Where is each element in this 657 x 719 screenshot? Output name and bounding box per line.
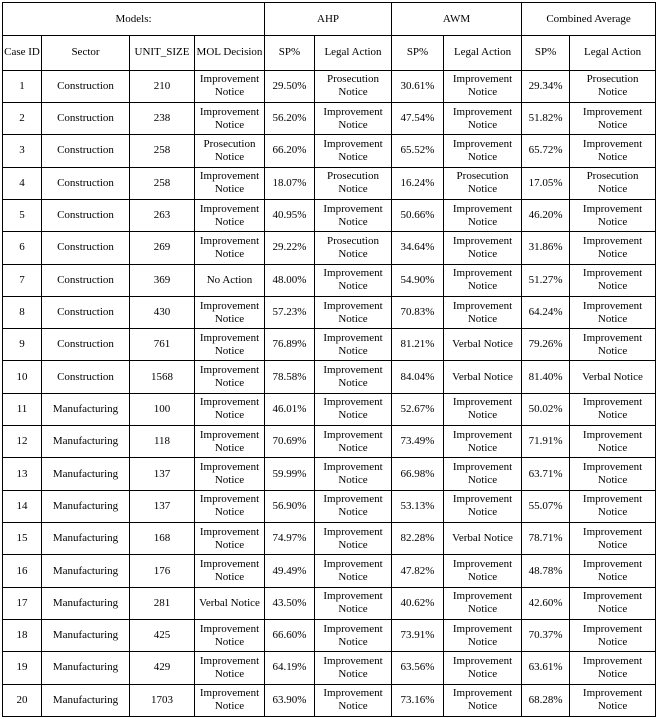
mol-decision-cell: Improvement Notice: [195, 426, 265, 458]
table-row: [3, 264, 656, 296]
awm-legal-action-cell: Improvement Notice: [444, 619, 522, 651]
sector-cell: Manufacturing: [42, 426, 130, 458]
ahp-legal-action-cell: Improvement Notice: [315, 296, 392, 328]
unit-size-cell: 100: [130, 393, 195, 425]
ahp-group-header: AHP: [265, 3, 392, 36]
case-id-cell: 9: [3, 329, 42, 361]
combined-sp-cell: 29.34%: [522, 70, 570, 102]
col-header-ahp-sp: SP%: [265, 36, 315, 70]
awm-legal-action-cell: Improvement Notice: [444, 458, 522, 490]
combined-legal-action-cell: Improvement Notice: [570, 684, 656, 716]
awm-sp-cell: 73.16%: [392, 684, 444, 716]
col-header-sector: Sector: [42, 36, 130, 70]
unit-size-cell: 281: [130, 587, 195, 619]
mol-decision-cell: Improvement Notice: [195, 458, 265, 490]
mol-decision-cell: Improvement Notice: [195, 619, 265, 651]
table-row: [3, 361, 656, 393]
unit-size-cell: 1703: [130, 684, 195, 716]
col-header-mol-decision: MOL Decision: [195, 36, 265, 70]
ahp-legal-action-cell: Prosecution Notice: [315, 232, 392, 264]
awm-sp-cell: 82.28%: [392, 523, 444, 555]
ahp-sp-cell: 57.23%: [265, 296, 315, 328]
case-id-cell: 1: [3, 70, 42, 102]
awm-legal-action-cell: Improvement Notice: [444, 426, 522, 458]
models-label: Models:: [3, 3, 265, 36]
ahp-sp-cell: 29.22%: [265, 232, 315, 264]
ahp-legal-action-cell: Improvement Notice: [315, 652, 392, 684]
sector-cell: Construction: [42, 264, 130, 296]
combined-sp-cell: 70.37%: [522, 619, 570, 651]
case-id-cell: 13: [3, 458, 42, 490]
combined-sp-cell: 51.27%: [522, 264, 570, 296]
ahp-legal-action-cell: Improvement Notice: [315, 329, 392, 361]
combined-sp-cell: 65.72%: [522, 135, 570, 167]
ahp-sp-cell: 78.58%: [265, 361, 315, 393]
ahp-sp-cell: 59.99%: [265, 458, 315, 490]
case-id-cell: 10: [3, 361, 42, 393]
awm-legal-action-cell: Prosecution Notice: [444, 167, 522, 199]
combined-legal-action-cell: Improvement Notice: [570, 102, 656, 134]
mol-decision-cell: Improvement Notice: [195, 296, 265, 328]
col-header-combined-sp: SP%: [522, 36, 570, 70]
combined-average-group-header: Combined Average: [522, 3, 656, 36]
table-row: [3, 296, 656, 328]
awm-legal-action-cell: Improvement Notice: [444, 587, 522, 619]
combined-sp-cell: 31.86%: [522, 232, 570, 264]
table-row: [3, 199, 656, 231]
header-group-row: [3, 3, 656, 36]
ahp-sp-cell: 40.95%: [265, 199, 315, 231]
ahp-legal-action-cell: Improvement Notice: [315, 393, 392, 425]
awm-sp-cell: 65.52%: [392, 135, 444, 167]
mol-decision-cell: Improvement Notice: [195, 555, 265, 587]
awm-sp-cell: 63.56%: [392, 652, 444, 684]
case-id-cell: 16: [3, 555, 42, 587]
ahp-sp-cell: 56.20%: [265, 102, 315, 134]
combined-legal-action-cell: Improvement Notice: [570, 619, 656, 651]
sector-cell: Construction: [42, 70, 130, 102]
ahp-sp-cell: 66.60%: [265, 619, 315, 651]
combined-legal-action-cell: Improvement Notice: [570, 523, 656, 555]
combined-legal-action-cell: Improvement Notice: [570, 296, 656, 328]
combined-sp-cell: 63.61%: [522, 652, 570, 684]
awm-sp-cell: 54.90%: [392, 264, 444, 296]
combined-sp-cell: 17.05%: [522, 167, 570, 199]
ahp-sp-cell: 76.89%: [265, 329, 315, 361]
table-row: [3, 587, 656, 619]
combined-legal-action-cell: Improvement Notice: [570, 458, 656, 490]
combined-sp-cell: 51.82%: [522, 102, 570, 134]
table-row: [3, 70, 656, 102]
case-id-cell: 14: [3, 490, 42, 522]
ahp-sp-cell: 74.97%: [265, 523, 315, 555]
col-header-awm-legal-action: Legal Action: [444, 36, 522, 70]
unit-size-cell: 263: [130, 199, 195, 231]
combined-legal-action-cell: Improvement Notice: [570, 490, 656, 522]
sector-cell: Manufacturing: [42, 555, 130, 587]
unit-size-cell: 1568: [130, 361, 195, 393]
table-row: [3, 684, 656, 716]
sector-cell: Construction: [42, 296, 130, 328]
table-row: [3, 167, 656, 199]
awm-sp-cell: 81.21%: [392, 329, 444, 361]
sector-cell: Construction: [42, 329, 130, 361]
awm-legal-action-cell: Improvement Notice: [444, 296, 522, 328]
awm-sp-cell: 73.49%: [392, 426, 444, 458]
unit-size-cell: 137: [130, 490, 195, 522]
ahp-sp-cell: 18.07%: [265, 167, 315, 199]
ahp-legal-action-cell: Improvement Notice: [315, 426, 392, 458]
ahp-sp-cell: 48.00%: [265, 264, 315, 296]
combined-legal-action-cell: Improvement Notice: [570, 264, 656, 296]
ahp-sp-cell: 56.90%: [265, 490, 315, 522]
case-id-cell: 17: [3, 587, 42, 619]
sector-cell: Construction: [42, 361, 130, 393]
combined-legal-action-cell: Improvement Notice: [570, 393, 656, 425]
combined-sp-cell: 78.71%: [522, 523, 570, 555]
sector-cell: Construction: [42, 167, 130, 199]
combined-legal-action-cell: Improvement Notice: [570, 135, 656, 167]
mol-decision-cell: Improvement Notice: [195, 684, 265, 716]
awm-sp-cell: 34.64%: [392, 232, 444, 264]
case-id-cell: 18: [3, 619, 42, 651]
ahp-sp-cell: 63.90%: [265, 684, 315, 716]
combined-sp-cell: 50.02%: [522, 393, 570, 425]
awm-legal-action-cell: Improvement Notice: [444, 684, 522, 716]
col-header-unit-size: UNIT_SIZE: [130, 36, 195, 70]
table-row: [3, 523, 656, 555]
case-id-cell: 8: [3, 296, 42, 328]
case-id-cell: 19: [3, 652, 42, 684]
case-id-cell: 12: [3, 426, 42, 458]
mol-decision-cell: Improvement Notice: [195, 102, 265, 134]
ahp-legal-action-cell: Improvement Notice: [315, 199, 392, 231]
awm-group-header: AWM: [392, 3, 522, 36]
col-header-combined-legal-action: Legal Action: [570, 36, 656, 70]
awm-sp-cell: 84.04%: [392, 361, 444, 393]
case-id-cell: 20: [3, 684, 42, 716]
sector-cell: Manufacturing: [42, 587, 130, 619]
models-comparison-table: [2, 2, 656, 717]
sector-cell: Construction: [42, 232, 130, 264]
combined-legal-action-cell: Prosecution Notice: [570, 70, 656, 102]
combined-sp-cell: 79.26%: [522, 329, 570, 361]
awm-legal-action-cell: Improvement Notice: [444, 555, 522, 587]
ahp-legal-action-cell: Improvement Notice: [315, 490, 392, 522]
combined-legal-action-cell: Improvement Notice: [570, 587, 656, 619]
table-row: [3, 619, 656, 651]
table-row: [3, 490, 656, 522]
ahp-sp-cell: 70.69%: [265, 426, 315, 458]
case-id-cell: 11: [3, 393, 42, 425]
unit-size-cell: 137: [130, 458, 195, 490]
awm-legal-action-cell: Improvement Notice: [444, 135, 522, 167]
mol-decision-cell: Improvement Notice: [195, 652, 265, 684]
awm-legal-action-cell: Improvement Notice: [444, 199, 522, 231]
awm-legal-action-cell: Improvement Notice: [444, 490, 522, 522]
ahp-sp-cell: 66.20%: [265, 135, 315, 167]
awm-sp-cell: 70.83%: [392, 296, 444, 328]
ahp-sp-cell: 29.50%: [265, 70, 315, 102]
ahp-sp-cell: 46.01%: [265, 393, 315, 425]
mol-decision-cell: Improvement Notice: [195, 523, 265, 555]
combined-sp-cell: 81.40%: [522, 361, 570, 393]
awm-legal-action-cell: Improvement Notice: [444, 102, 522, 134]
sector-cell: Manufacturing: [42, 684, 130, 716]
col-header-awm-sp: SP%: [392, 36, 444, 70]
table-row: [3, 329, 656, 361]
col-header-case-id: Case ID: [3, 36, 42, 70]
ahp-sp-cell: 49.49%: [265, 555, 315, 587]
unit-size-cell: 369: [130, 264, 195, 296]
unit-size-cell: 118: [130, 426, 195, 458]
ahp-legal-action-cell: Improvement Notice: [315, 619, 392, 651]
case-id-cell: 5: [3, 199, 42, 231]
combined-legal-action-cell: Improvement Notice: [570, 329, 656, 361]
combined-legal-action-cell: Improvement Notice: [570, 555, 656, 587]
col-header-ahp-legal-action: Legal Action: [315, 36, 392, 70]
sector-cell: Manufacturing: [42, 523, 130, 555]
combined-sp-cell: 48.78%: [522, 555, 570, 587]
awm-sp-cell: 66.98%: [392, 458, 444, 490]
table-row: [3, 426, 656, 458]
combined-sp-cell: 42.60%: [522, 587, 570, 619]
table-body: [3, 70, 656, 716]
case-id-cell: 2: [3, 102, 42, 134]
unit-size-cell: 210: [130, 70, 195, 102]
ahp-legal-action-cell: Improvement Notice: [315, 102, 392, 134]
awm-sp-cell: 47.82%: [392, 555, 444, 587]
awm-legal-action-cell: Improvement Notice: [444, 70, 522, 102]
mol-decision-cell: Verbal Notice: [195, 587, 265, 619]
mol-decision-cell: Improvement Notice: [195, 167, 265, 199]
awm-legal-action-cell: Improvement Notice: [444, 264, 522, 296]
unit-size-cell: 258: [130, 135, 195, 167]
awm-sp-cell: 53.13%: [392, 490, 444, 522]
sector-cell: Construction: [42, 102, 130, 134]
combined-sp-cell: 46.20%: [522, 199, 570, 231]
unit-size-cell: 761: [130, 329, 195, 361]
ahp-legal-action-cell: Improvement Notice: [315, 523, 392, 555]
combined-legal-action-cell: Improvement Notice: [570, 232, 656, 264]
column-header-row: [3, 36, 656, 70]
case-id-cell: 3: [3, 135, 42, 167]
ahp-legal-action-cell: Improvement Notice: [315, 684, 392, 716]
table-row: [3, 393, 656, 425]
sector-cell: Manufacturing: [42, 393, 130, 425]
mol-decision-cell: No Action: [195, 264, 265, 296]
mol-decision-cell: Improvement Notice: [195, 393, 265, 425]
ahp-legal-action-cell: Improvement Notice: [315, 555, 392, 587]
mol-decision-cell: Improvement Notice: [195, 232, 265, 264]
ahp-sp-cell: 43.50%: [265, 587, 315, 619]
unit-size-cell: 238: [130, 102, 195, 134]
case-id-cell: 7: [3, 264, 42, 296]
table-row: [3, 555, 656, 587]
sector-cell: Manufacturing: [42, 458, 130, 490]
awm-sp-cell: 52.67%: [392, 393, 444, 425]
sector-cell: Construction: [42, 199, 130, 231]
awm-sp-cell: 16.24%: [392, 167, 444, 199]
combined-legal-action-cell: Improvement Notice: [570, 199, 656, 231]
awm-sp-cell: 47.54%: [392, 102, 444, 134]
ahp-legal-action-cell: Improvement Notice: [315, 361, 392, 393]
awm-sp-cell: 50.66%: [392, 199, 444, 231]
awm-sp-cell: 30.61%: [392, 70, 444, 102]
combined-sp-cell: 55.07%: [522, 490, 570, 522]
case-id-cell: 4: [3, 167, 42, 199]
ahp-legal-action-cell: Prosecution Notice: [315, 70, 392, 102]
combined-legal-action-cell: Prosecution Notice: [570, 167, 656, 199]
awm-legal-action-cell: Improvement Notice: [444, 393, 522, 425]
unit-size-cell: 258: [130, 167, 195, 199]
combined-sp-cell: 71.91%: [522, 426, 570, 458]
mol-decision-cell: Prosecution Notice: [195, 135, 265, 167]
awm-sp-cell: 73.91%: [392, 619, 444, 651]
table-row: [3, 652, 656, 684]
ahp-legal-action-cell: Improvement Notice: [315, 458, 392, 490]
mol-decision-cell: Improvement Notice: [195, 199, 265, 231]
case-id-cell: 15: [3, 523, 42, 555]
mol-decision-cell: Improvement Notice: [195, 361, 265, 393]
mol-decision-cell: Improvement Notice: [195, 490, 265, 522]
ahp-sp-cell: 64.19%: [265, 652, 315, 684]
table-row: [3, 135, 656, 167]
combined-legal-action-cell: Improvement Notice: [570, 652, 656, 684]
awm-legal-action-cell: Improvement Notice: [444, 652, 522, 684]
sector-cell: Manufacturing: [42, 619, 130, 651]
ahp-legal-action-cell: Improvement Notice: [315, 264, 392, 296]
table-row: [3, 102, 656, 134]
unit-size-cell: 430: [130, 296, 195, 328]
combined-legal-action-cell: Verbal Notice: [570, 361, 656, 393]
unit-size-cell: 425: [130, 619, 195, 651]
table-row: [3, 458, 656, 490]
mol-decision-cell: Improvement Notice: [195, 329, 265, 361]
awm-sp-cell: 40.62%: [392, 587, 444, 619]
ahp-legal-action-cell: Improvement Notice: [315, 587, 392, 619]
awm-legal-action-cell: Improvement Notice: [444, 232, 522, 264]
case-id-cell: 6: [3, 232, 42, 264]
combined-sp-cell: 68.28%: [522, 684, 570, 716]
unit-size-cell: 176: [130, 555, 195, 587]
combined-legal-action-cell: Improvement Notice: [570, 426, 656, 458]
sector-cell: Manufacturing: [42, 490, 130, 522]
unit-size-cell: 429: [130, 652, 195, 684]
awm-legal-action-cell: Verbal Notice: [444, 361, 522, 393]
mol-decision-cell: Improvement Notice: [195, 70, 265, 102]
ahp-legal-action-cell: Improvement Notice: [315, 135, 392, 167]
sector-cell: Construction: [42, 135, 130, 167]
awm-legal-action-cell: Verbal Notice: [444, 523, 522, 555]
unit-size-cell: 269: [130, 232, 195, 264]
table-row: [3, 232, 656, 264]
sector-cell: Manufacturing: [42, 652, 130, 684]
combined-sp-cell: 63.71%: [522, 458, 570, 490]
combined-sp-cell: 64.24%: [522, 296, 570, 328]
awm-legal-action-cell: Verbal Notice: [444, 329, 522, 361]
ahp-legal-action-cell: Prosecution Notice: [315, 167, 392, 199]
unit-size-cell: 168: [130, 523, 195, 555]
